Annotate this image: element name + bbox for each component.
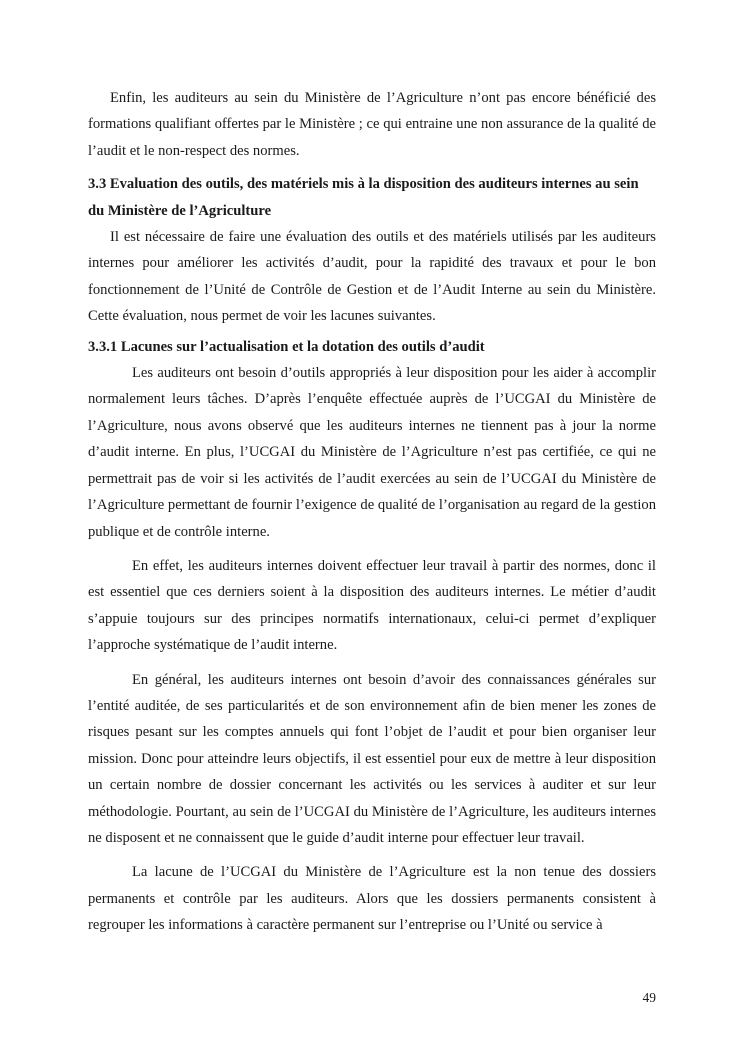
section-heading-3-3: 3.3 Evaluation des outils, des matériels mis à la disposition des auditeurs internes au sein du Ministère de l’Agriculture xyxy=(88,176,639,219)
section-3-3-paragraph: Il est nécessaire de faire une évaluation des outils et des matériels utilisés par les auditeurs internes pour améliorer les activités d’audit, pour la rapidité des travaux et pour le bon fonctionnement de l’Unité de Contrôle de Gestion et de l’Audit Interne au sein du Ministère. Cette évaluation, nous permet de voir les lacunes suivantes. xyxy=(88,229,656,325)
page-content xyxy=(88,85,656,939)
body-paragraph: En effet, les auditeurs internes doivent effectuer leur travail à partir des normes, donc il est essentiel que ces derniers soient à la disposition des auditeurs internes. Le métier d’audit s’appuie toujours sur des principes normatifs internationaux, celui-ci permet d’expliquer l’approche systématique de l’audit interne. xyxy=(88,557,656,654)
body-paragraph: La lacune de l’UCGAI du Ministère de l’Agriculture est la non tenue des dossiers permanents et contrôle par les auditeurs. Alors que les dossiers permanents consistent à regrouper les informations à caractère permanent sur l’entreprise ou l’Unité ou service à xyxy=(88,864,656,934)
subsection-heading-3-3-1: 3.3.1 Lacunes sur l’actualisation et la dotation des outils d’audit xyxy=(88,338,485,355)
body-paragraph: Les auditeurs ont besoin d’outils appropriés à leur disposition pour les aider à accomplir normalement leurs tâches. D’après l’enquête effectuée auprès de l’UCGAI du Ministère de l’Agriculture, nous avons observé que les auditeurs internes ne tiennent pas à jour la norme d’audit interne. En plus, l’UCGAI du Ministère de l’Agriculture n’est pas certifiée, ce qui ne permettrait pas de voir si les activités de l’audit exercées au sein de l’UCGAI du Ministère de l’Agriculture permettant de fournir l’exigence de qualité de l’organisation au regard de la gestion publique et de contrôle interne. xyxy=(88,365,656,540)
page-number: 49 xyxy=(642,990,656,1005)
body-paragraph: En général, les auditeurs internes ont besoin d’avoir des connaissances générales sur l’entité auditée, de ses particularités et de son environnement afin de bien mener les zones de risques pesant sur les comptes annuels qui font l’objet de l’audit et pour bien organiser leur mission. Donc pour atteindre leurs objectifs, il est essentiel pour eux de mettre à leur disposition un certain nombre de dossier concernant les activités ou les services à auditer et sur leur méthodologie. Pourtant, au sein de l’UCGAI du Ministère de l’Agriculture, les auditeurs internes ne disposent et ne connaissent que le guide d’audit interne pour effectuer leur travail. xyxy=(88,671,656,846)
intro-paragraph: Enfin, les auditeurs au sein du Ministère de l’Agriculture n’ont pas encore bénéficié des formations qualifiant offertes par le Ministère ; ce qui entraine une non assurance de la qualité de l’audit et le non-respect des normes. xyxy=(88,90,656,159)
